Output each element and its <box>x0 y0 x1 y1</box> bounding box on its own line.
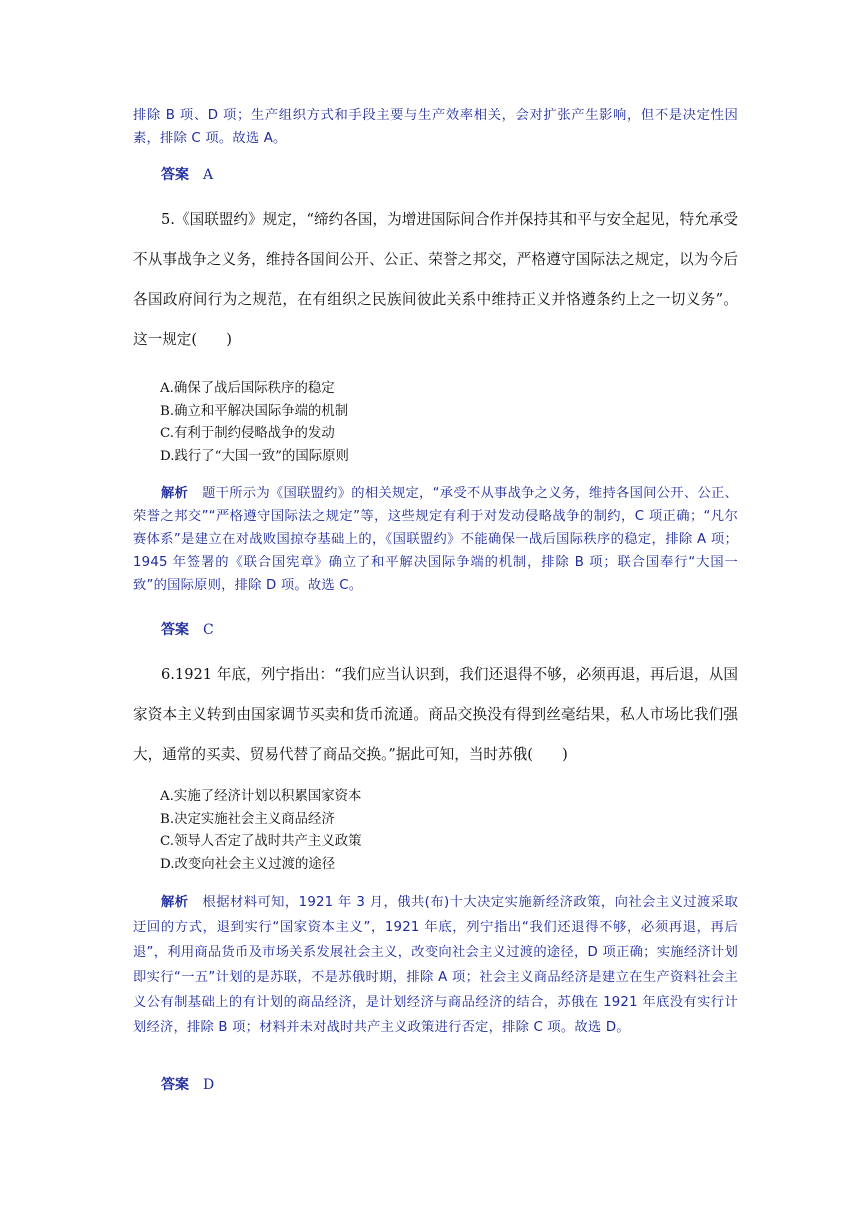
answer-label: 答案 <box>161 622 189 638</box>
q6-option-d: D.改变向社会主义过渡的途径 <box>160 856 336 872</box>
q6-option-b: B.决定实施社会主义商品经济 <box>160 811 335 827</box>
q6-options <box>133 786 765 876</box>
q5-option-a: A.确保了战后国际秩序的稳定 <box>160 381 335 396</box>
q5-answer <box>133 620 766 640</box>
q6-answer <box>133 1075 766 1095</box>
analysis-label: 解析 <box>161 486 189 501</box>
q5-analysis: 解析 题干所示为《国联盟约》的相关规定，“承受不从事战争之义务，维持各国间公开、公正、荣誉之邦交”“严格遵守国际法之规定”等，这些规定有利于对发动侵略战争的制约，C 项正确；“凡尔赛体系”是建立在对战败国掠夺基础上的，《国联盟约》不能确保一战后国际秩序的稳定，排除 A 项；1945 年签署的《联合国宪章》确立了和平解决国际争端的机制，排除 B 项；联合国奉行“大国一致”的国际原则，排除 D 项。故选 C。 <box>133 486 738 593</box>
q4-answer <box>133 165 766 185</box>
q5-options <box>133 378 765 468</box>
q5-stem: 5.《国联盟约》规定，“缔约各国，为增进国际间合作并保持其和平与安全起见，特允承受不从事战争之义务，维持各国间公开、公正、荣誉之邦交，严格遵守国际法之规定，以为今后各国政府间行为之规范，在有组织之民族间彼此关系中维持正义并恪遵条约上之一切义务”。这一规定( ) <box>133 211 738 348</box>
q6-analysis: 解析 根据材料可知，1921 年 3 月，俄共(布)十大决定实施新经济政策，向社会主义过渡采取迂回的方式，退到实行“国家资本主义”，1921 年底，列宁指出“我们还退得不够，必须再退，再后退”，利用商品货币及市场关系发展社会主义，改变向社会主义过渡的途径，D 项正确；实施经济计划即实行“一五”计划的是苏联，不是苏俄时期，排除 A 项；社会主义商品经济是建立在生产资料社会主义公有制基础上的有计划的商品经济，是计划经济与商品经济的结合，苏俄在 1921 年底没有实行计划经济，排除 B 项；材料并未对战时共产主义政策进行否定，排除 C 项。故选 D。 <box>133 895 738 1035</box>
q6-option-c: C.领导人否定了战时共产主义政策 <box>160 834 362 849</box>
answer-value: A <box>203 167 214 183</box>
answer-value: D <box>203 1077 215 1093</box>
q4-analysis-continuation: 排除 B 项、D 项；生产组织方式和手段主要与生产效率相关，会对扩张产生影响，但不是决定性因素，排除 C 项。故选 A。 <box>133 108 738 146</box>
q6-option-a: A.实施了经济计划以积累国家资本 <box>160 789 362 804</box>
q5-option-b: B.确立和平解决国际争端的机制 <box>160 403 349 419</box>
q6-stem: 6.1921 年底，列宁指出：“我们应当认识到，我们还退得不够，必须再退，再后退，从国家资本主义转到由国家调节买卖和货币流通。商品交换没有得到丝毫结果，私人市场比我们强大，通常的买卖、贸易代替了商品交换。”据此可知，当时苏俄( ) <box>133 666 738 763</box>
answer-label: 答案 <box>161 1077 189 1093</box>
q5-option-d: D.践行了“大国一致”的国际原则 <box>160 448 349 464</box>
answer-label: 答案 <box>161 167 189 183</box>
q5-option-c: C.有利于制约侵略战争的发动 <box>160 426 335 441</box>
analysis-label: 解析 <box>161 895 189 910</box>
answer-value: C <box>203 622 214 638</box>
